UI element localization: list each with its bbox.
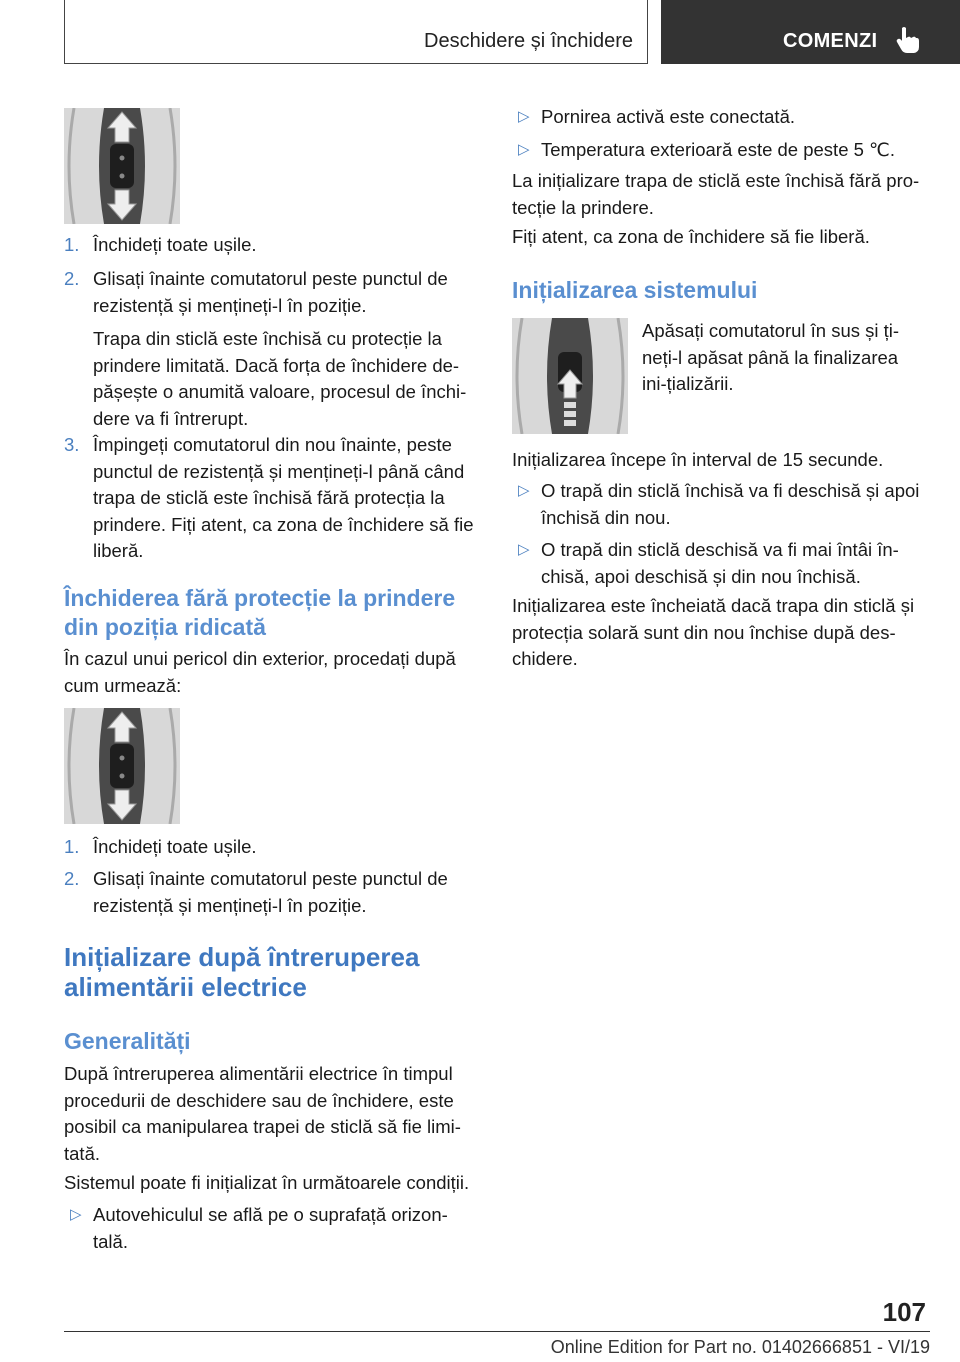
bullet-text: Autovehiculul se află pe o suprafață orizon-tală. — [93, 1204, 448, 1252]
page-header — [64, 0, 960, 66]
step-number: 3. — [64, 434, 80, 455]
step-note: Trapa din sticlă este închisă cu protecție la prindere limitată. Dacă forța de închidere de-pășește o anumită valoare, procesul de închi-dere va fi întrerupt. — [93, 328, 467, 429]
bullet-text: O trapă din sticlă închisă va fi deschisă și apoi închisă din nou. — [541, 480, 920, 528]
section-box — [64, 0, 648, 64]
step-number: 2. — [64, 268, 80, 289]
switch-illustration — [64, 708, 180, 824]
paragraph: Inițializarea începe în interval de 15 secunde. — [512, 449, 884, 470]
section-heading: Generalități — [64, 1028, 191, 1054]
switch-figure-3 — [512, 318, 628, 434]
bullet-triangle-icon: ▷ — [518, 108, 530, 125]
bullet-text: Pornirea activă este conectată. — [541, 106, 796, 127]
section-heading: Închiderea fără protecție la prindere din poziția ridicată — [64, 585, 456, 640]
chapter-heading: Inițializare după întreruperea alimentării electrice — [64, 942, 420, 1002]
chapter-tab — [661, 0, 960, 64]
step-number: 1. — [64, 836, 80, 857]
section-title: Deschidere și închidere — [424, 30, 633, 52]
bullet-text: O trapă din sticlă deschisă va fi mai întâi în-chisă, apoi deschisă și din nou închisă. — [541, 539, 899, 587]
bullet-triangle-icon: ▷ — [518, 141, 530, 158]
switch-figure-2 — [64, 708, 180, 824]
step-text: Închideți toate ușile. — [93, 234, 257, 255]
footer-edition: Online Edition for Part no. 01402666851 - VI/19 — [550, 1337, 930, 1357]
paragraph: Sistemul poate fi inițializat în următoarele condiții. — [64, 1172, 470, 1193]
paragraph: La inițializare trapa de sticlă este închisă fără pro-tecție la prindere. — [512, 170, 920, 218]
bullet-triangle-icon: ▷ — [518, 482, 530, 499]
step-text: Închideți toate ușile. — [93, 836, 257, 857]
bullet-text: Temperatura exterioară este de peste 5 ℃. — [541, 139, 895, 160]
page-number: 107 — [882, 1297, 926, 1327]
step-text: Glisați înainte comutatorul peste punctul de rezistență și mențineți-l în poziție. — [93, 268, 448, 316]
switch-pressed-illustration — [512, 318, 628, 434]
step-number: 1. — [64, 234, 80, 255]
step-text: Împingeți comutatorul din nou înainte, peste punctul de rezistență și mențineți-l până când trapa de sticlă este închisă fără protecția la prindere. Fiți atent, ca zona de închidere să fie liberă. — [93, 434, 474, 561]
paragraph: După întreruperea alimentării electrice în timpul procedurii de deschidere sau de închidere, este posibil ca manipularea trapei de sticlă să fie limi-tată. — [64, 1063, 461, 1164]
step-text: Glisați înainte comutatorul peste punctul de rezistență și mențineți-l în poziție. — [93, 868, 448, 916]
paragraph: Inițializarea este încheiată dacă trapa din sticlă și protecția solară sunt din nou închise după des-chidere. — [512, 595, 915, 669]
step-number: 2. — [64, 868, 80, 889]
paragraph: Fiți atent, ca zona de închidere să fie liberă. — [512, 226, 870, 247]
paragraph: În cazul unui pericol din exterior, procedați după cum urmează: — [64, 648, 456, 696]
switch-illustration — [64, 108, 180, 224]
footer-divider — [64, 1331, 930, 1332]
switch-figure-1 — [64, 108, 180, 224]
section-heading: Inițializarea sistemului — [512, 277, 758, 303]
chapter-tab-label: COMENZI — [783, 30, 878, 52]
hand-pointer-icon — [895, 26, 921, 54]
bullet-triangle-icon: ▷ — [518, 541, 530, 558]
bullet-triangle-icon: ▷ — [70, 1206, 82, 1223]
paragraph: Apăsați comutatorul în sus și ți-neți-l apăsat până la finalizarea ini-țializării. — [642, 320, 900, 394]
